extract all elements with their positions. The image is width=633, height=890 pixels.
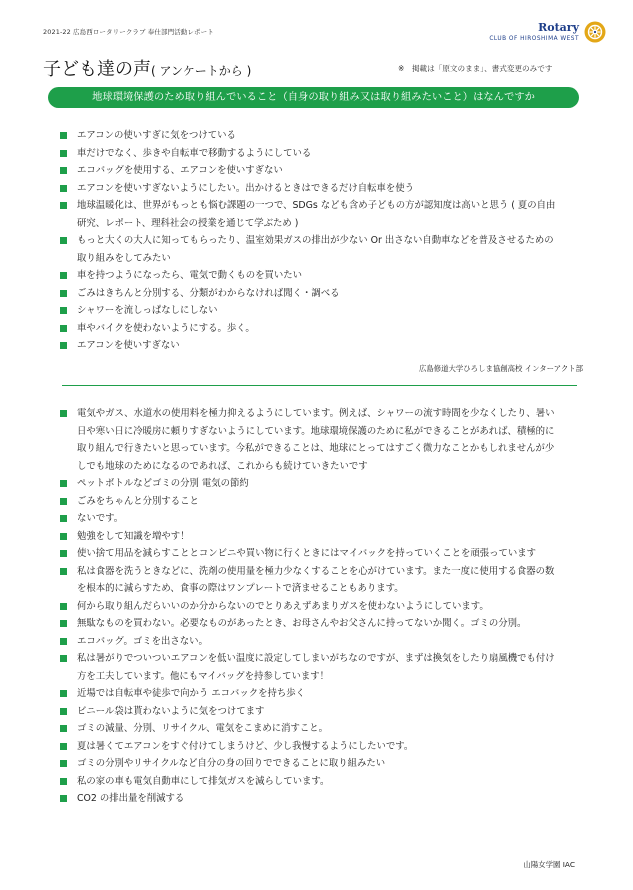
list-item: エアコンを使いすぎない [60, 337, 560, 355]
rotary-wheel-icon [583, 20, 607, 44]
section1-list [60, 127, 560, 355]
question-banner: 地球環境保護のため取り組んでいること（自身の取り組み又は取り組みたいこと）はなんですか [48, 87, 579, 108]
section2-credit: 山陽女学園 IAC [523, 860, 575, 869]
list-item: ごみはきちんと分別する、分類がわからなければ聞く・調べる [60, 285, 560, 303]
list-item: ビニール袋は貰わないように気をつけてます [60, 703, 560, 721]
list-item: 地球温暖化は、世界がもっとも悩む課題の一つで、SDGs なども含め子どもの方が認知度は高いと思う ( 夏の自由研究、レポート、理科社会の授業を通じて学ぶため ) [60, 197, 560, 232]
list-item: シャワーを流しっぱなしにしない [60, 302, 560, 320]
list-item: 電気やガス、水道水の使用料を極力抑えるようにしています。例えば、シャワーの流す時間を少なくしたり、暑い日や寒い日に冷暖房に頼りすぎないようにしています。地球環境保護のために私ができることがあれば、積極的に取り組んで行きたいと思っています。今私ができることは、地球にとってはすごく微力なことかもしれませんが少しでも地球のためになるのであれば、これからも続けていきたいです [60, 405, 560, 475]
page-title [43, 55, 251, 81]
list-item: 私は暑がりでついついエアコンを低い温度に設定してしまいがちなのですが、まずは換気をしたり扇風機でも付け方を工夫しています。他にもマイバッグを持参しています！ [60, 650, 560, 685]
list-item: 車を持つようになったら、電気で動くものを買いたい [60, 267, 560, 285]
list-item: 使い捨て用品を減らすこととコンビニや買い物に行くときにはマイバックを持っていくことを頑張っています [60, 545, 560, 563]
report-header: 2021-22 広島西ロータリークラブ 奉仕部門活動レポート [43, 28, 214, 36]
section2-list [60, 405, 560, 808]
list-item: エコバッグ。ゴミを出さない。 [60, 633, 560, 651]
logo-wordmark: Rotary [538, 21, 579, 34]
rotary-logo [457, 20, 607, 50]
section1-credit: 広島修道大学ひろしま協創高校 インターアクト部 [418, 364, 583, 373]
list-item: 何から取り組んだらいいのか分からないのでとりあえずあまりガスを使わないようにしています。 [60, 598, 560, 616]
list-item: ごみをちゃんと分別すること [60, 493, 560, 511]
list-item: 私は食器を洗うときなどに、洗剤の使用量を極力少なくすることを心がけています。また一度に使用する食器の数を根本的に減らすため、食事の際はワンプレートで済ませることもあります。 [60, 563, 560, 598]
list-item: 車だけでなく、歩きや自転車で移動するようにしている [60, 145, 560, 163]
logo-club-name: CLUB OF HIROSHIMA WEST [489, 36, 579, 42]
list-item: エコバッグを使用する、エアコンを使いすぎない [60, 162, 560, 180]
list-item: 近場では自転車や徒歩で向かう エコバックを持ち歩く [60, 685, 560, 703]
list-item: ペットボトルなどゴミの分別 電気の節約 [60, 475, 560, 493]
list-item: ないです。 [60, 510, 560, 528]
editorial-note: ※ 掲載は「原文のまま」、書式変更のみです [398, 64, 553, 73]
page-title-sub: ( アンケートから ) [151, 64, 252, 78]
list-item: 私の家の車も電気自動車にして排気ガスを減らしています。 [60, 773, 560, 791]
list-item: エアコンの使いすぎに気をつけている [60, 127, 560, 145]
list-item: ゴミの減量、分別、リサイクル、電気をこまめに消すこと。 [60, 720, 560, 738]
list-item: ゴミの分別やリサイクルなど自分の身の回りでできることに取り組みたい [60, 755, 560, 773]
list-item: 車やバイクを使わないようにする。歩く。 [60, 320, 560, 338]
list-item: CO2 の排出量を削減する [60, 790, 560, 808]
list-item: 無駄なものを買わない。必要なものがあったとき、お母さんやお父さんに持ってないか聞く。ゴミの分別。 [60, 615, 560, 633]
page-title-main: 子ども達の声 [43, 59, 151, 80]
list-item: 夏は暑くてエアコンをすぐ付けてしまうけど、少し我慢するようにしたいです。 [60, 738, 560, 756]
list-item: エアコンを使いすぎないようにしたい。出かけるときはできるだけ自転車を使う [60, 180, 560, 198]
section-divider [62, 385, 577, 386]
list-item: もっと大くの大人に知ってもらったり、温室効果ガスの排出が少ない Or 出さない自動車などを普及させるための取り組みをしてみたい [60, 232, 560, 267]
list-item: 勉強をして知識を増やす！ [60, 528, 560, 546]
